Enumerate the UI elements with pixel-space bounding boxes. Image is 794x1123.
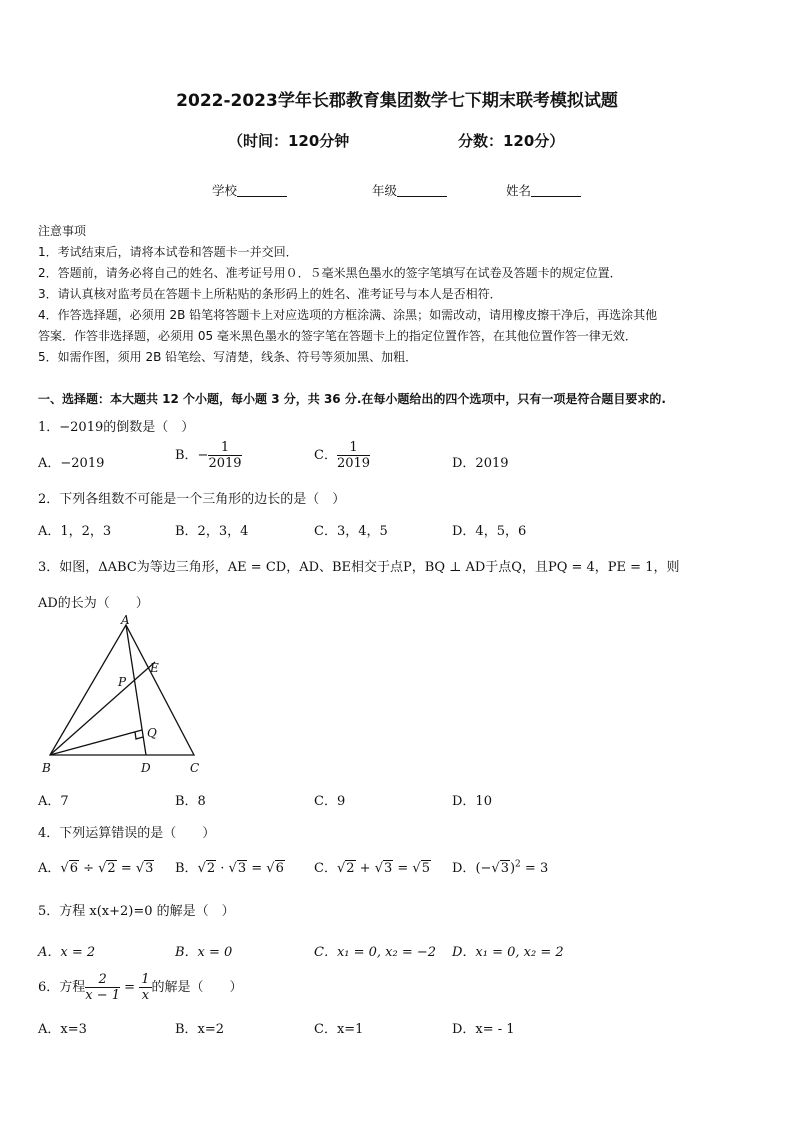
q2-option-b: B．2，3，4	[175, 524, 249, 539]
q1-c-prefix: C．	[314, 448, 337, 463]
q6-fraction-right: $\frac{1}{x}$	[141, 972, 150, 1003]
label-d: D	[141, 761, 151, 775]
q1-c-fraction	[337, 440, 370, 471]
q2-option-d: D．4，5，6	[452, 524, 527, 539]
question-2-stem: 2．下列各组数不可能是一个三角形的边长的是（ ）	[38, 492, 346, 507]
question-4-stem: 4．下列运算错误的是（ ）	[38, 826, 216, 841]
label-q: Q	[147, 726, 157, 740]
grade-label: 年级	[372, 183, 398, 198]
q3-option-b: B．8	[175, 794, 206, 809]
notice-item: 2．答题前，请务必将自己的姓名、准考证号用０．５毫米黑色墨水的签字笔填写在试卷及答题卡的规定位置．	[38, 266, 622, 280]
q6-option-b: B．x=2	[175, 1022, 225, 1037]
question-1-stem: 1．−2019的倒数是（ ）	[38, 420, 195, 435]
q4-option-b: B．√2 · √3 = √6	[175, 861, 284, 876]
q4-b-prefix: B．	[175, 861, 198, 876]
label-c: C	[190, 761, 200, 775]
name-blank	[531, 184, 581, 197]
school-field	[212, 181, 287, 199]
q4-a-prefix: A．	[38, 861, 61, 876]
label-a: A	[121, 615, 130, 627]
question-5-stem: 5．方程 x(x+2)=0 的解是（ ）	[38, 904, 235, 919]
school-blank	[237, 184, 287, 197]
q6-stem-suffix: 的解是（ ）	[151, 980, 243, 995]
notice-item: 3．请认真核对监考员在答题卡上所粘贴的条形码上的姓名、准考证号与本人是否相符．	[38, 287, 502, 301]
question-3-stem: 3．如图，ΔABC为等边三角形，AE = CD，AD、BE相交于点P，BQ ⊥ AD于点Q，且PQ = 4，PE = 1，则	[38, 560, 680, 575]
q3-option-a: A．7	[38, 794, 69, 809]
question-3-stem-cont: AD的长为（ ）	[38, 596, 149, 611]
q1-option-c	[314, 440, 370, 471]
question-6-stem: 6．方程 $\frac{2}{x - 1}$ = $\frac{1}{x}$ 的解是（ ）	[38, 972, 243, 1003]
q5-option-a: A．x = 2	[38, 945, 96, 960]
q1-b-prefix: B．−	[175, 448, 209, 463]
q1-b-fraction	[208, 440, 241, 471]
notice-item: 5．如需作图，须用 2B 铅笔绘、写清楚，线条、符号等须加黑、加粗．	[38, 350, 418, 364]
q6-option-a: A．x=3	[38, 1022, 87, 1037]
score-info: 分数：120分）	[458, 132, 565, 150]
fraction-denominator: 2019	[208, 456, 242, 471]
q3-option-d: D．10	[452, 794, 492, 809]
triangle-figure	[38, 615, 208, 777]
fraction-denominator: 2019	[336, 456, 371, 471]
fraction-numerator: 1	[337, 440, 370, 456]
school-label: 学校	[212, 183, 238, 198]
q1-option-a: A．−2019	[38, 456, 105, 471]
section-heading: 一、选择题：本大题共 12 个小题，每小题 3 分，共 36 分.在每小题给出的四个选项中，只有一项是符合题目要求的.	[38, 392, 666, 406]
q6-option-c: C．x=1	[314, 1022, 364, 1037]
notice-item: 1．考试结束后，请将本试卷和答题卡一并交回．	[38, 245, 298, 259]
q4-option-a: A．√6 ÷ √2 = √3	[38, 861, 154, 876]
q6-fraction-left: $\frac{2}{x - 1}$	[85, 972, 121, 1003]
q5-option-c: C．x₁ = 0, x₂ = −2	[314, 945, 437, 960]
page-title: 2022-2023学年长郡教育集团数学七下期末联考模拟试题	[176, 91, 618, 111]
notice-item: 4．作答选择题，必须用 2B 铅笔将答题卡上对应选项的方框涂满、涂黑；如需改动，请用橡皮擦干净后，再选涂其他	[38, 308, 658, 322]
notice-item: 答案．作答非选择题，必须用 05 毫米黑色墨水的签字笔在答题卡上的指定位置作答，在其他位置作答一律无效．	[38, 329, 637, 343]
name-field	[506, 181, 581, 199]
q1-option-d: D．2019	[452, 456, 509, 471]
q5-option-b: B．x = 0	[175, 945, 233, 960]
q2-option-a: A．1，2，3	[38, 524, 112, 539]
q4-c-prefix: C．	[314, 861, 337, 876]
grade-blank	[397, 184, 447, 197]
q4-option-d: D．$(-√3)^2 = 3$	[452, 859, 549, 876]
label-b: B	[42, 761, 51, 775]
label-e: E	[150, 661, 159, 675]
q5-option-d: D．x₁ = 0, x₂ = 2	[452, 945, 564, 960]
notice-heading: 注意事项	[38, 224, 87, 238]
grade-field	[372, 181, 447, 199]
name-label: 姓名	[506, 183, 532, 198]
time-info: （时间：120分钟	[228, 132, 350, 150]
q3-option-c: C．9	[314, 794, 346, 809]
q1-option-b	[175, 440, 242, 471]
label-p: P	[118, 675, 127, 689]
q2-option-c: C．3，4，5	[314, 524, 388, 539]
q6-option-d: D．x= - 1	[452, 1022, 515, 1037]
q4-option-c: C．√2 + √3 = √5	[314, 861, 430, 876]
q4-d-prefix: D．	[452, 861, 476, 876]
fraction-numerator: 1	[208, 440, 241, 456]
q6-stem-prefix: 6．方程	[38, 980, 86, 995]
right-angle-mark	[135, 732, 143, 739]
